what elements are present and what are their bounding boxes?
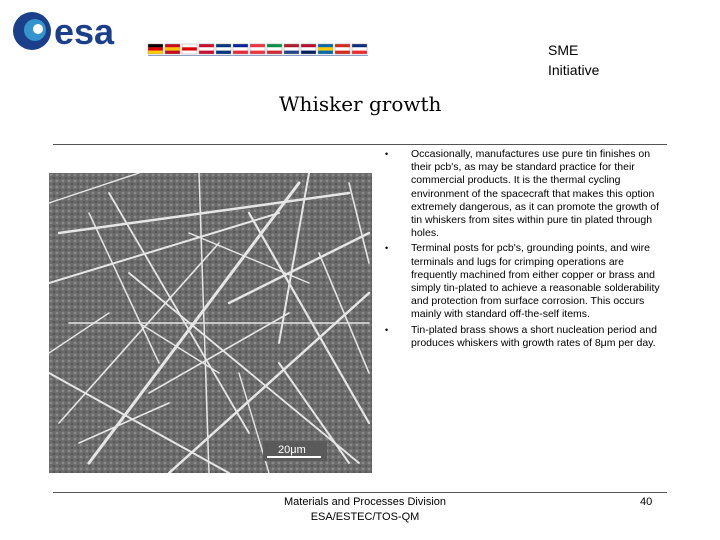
footer-division: Materials and Processes Division bbox=[283, 496, 446, 508]
bullet-text: Occasionally, manufactures use pure tin finishes on their pcb's, as may be standard practice for their commercial products. It is the thermal cycling environment of the spacecraft that makes this option extremely dangerous, as it can promote the growth of tin whiskers from sites within pure tin plated through holes. bbox=[411, 148, 660, 240]
sme-line-2: Initiative bbox=[548, 62, 600, 78]
scale-bar bbox=[263, 441, 327, 461]
bullet-marker: • bbox=[385, 149, 389, 159]
scale-label: 20μm bbox=[278, 444, 306, 456]
member-flags bbox=[148, 44, 368, 56]
bullet-item bbox=[385, 324, 665, 350]
page-number: 40 bbox=[640, 496, 653, 508]
bullet-item bbox=[385, 242, 665, 321]
top-divider bbox=[53, 144, 667, 145]
footer-org bbox=[270, 495, 460, 525]
bullet-marker: • bbox=[385, 243, 389, 254]
bullet-item bbox=[385, 148, 665, 240]
bullet-list bbox=[385, 148, 665, 352]
bottom-divider bbox=[53, 492, 667, 493]
bullet-text: Terminal posts for pcb's, grounding points, and wire terminals and lugs for crimping operations are frequently machined from either copper or brass and simply tin-plated to achieve a reasonable solderability and protection from surface corrosion. This occurs mainly with standard off-the-self items. bbox=[411, 242, 660, 321]
esa-wordmark: esa bbox=[54, 11, 115, 52]
sme-initiative-label bbox=[548, 40, 599, 80]
sme-line-1: SME bbox=[548, 42, 579, 58]
bullet-text: Tin-plated brass shows a short nucleation period and produces whiskers with growth rates of 8μm per day. bbox=[411, 323, 657, 349]
footer-department: ESA/ESTEC/TOS-QM bbox=[310, 511, 420, 523]
bullet-marker: • bbox=[385, 324, 389, 335]
esa-logo bbox=[8, 6, 378, 56]
whisker-micrograph bbox=[49, 173, 372, 473]
slide-title: Whisker growth bbox=[279, 92, 442, 116]
